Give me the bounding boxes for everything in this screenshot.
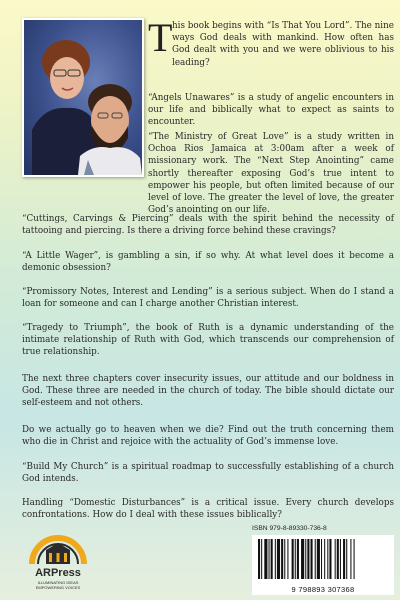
barcode-bar xyxy=(346,539,347,579)
barcode-bar xyxy=(354,539,355,579)
paragraph-angels-unawares: “Angels Unawares” is a study of angelic encounters in our life and biblically what to expect as saints to encounter. xyxy=(148,93,394,128)
barcode-bar xyxy=(261,539,262,579)
publisher-name: ARPress xyxy=(35,567,81,579)
publisher-tagline-2: EMPOWERING VOICES xyxy=(35,585,81,590)
paragraph-promissory-notes: “Promissory Notes, Interest and Lending” is a serious subject. When do I stand a loan for someone and can I charge another Christian interest. xyxy=(22,287,394,310)
isbn-label: ISBN 979-8-89330-736-8 xyxy=(252,525,327,532)
barcode-bars xyxy=(252,535,394,585)
paragraph-insecurity-issues: The next three chapters cover insecurity issues, our attitude and our boldness in God. These three are needed in the church of today. The bible should dictate our self-esteem and not others. xyxy=(22,374,394,409)
barcode-bar xyxy=(307,539,309,579)
barcode-bar xyxy=(315,539,316,579)
paragraph-little-wager: “A Little Wager”, is gambling a sin, if so why. At what level does it become a demonic obsession? xyxy=(22,251,394,274)
barcode-bar xyxy=(284,539,285,579)
barcode-bar xyxy=(258,539,260,579)
barcode-bar xyxy=(305,539,306,579)
barcode-number: 9 798893 307368 xyxy=(291,585,355,594)
barcode-bar xyxy=(287,539,288,579)
paragraph-cuttings-carvings: “Cuttings, Carvings & Piercing” deals with the spirit behind the necessity of tattooing and piercing. Is there a driving force behind these cravings? xyxy=(22,214,394,237)
drop-cap: T xyxy=(148,15,173,60)
barcode-bar xyxy=(350,539,351,579)
barcode-bar xyxy=(317,539,320,579)
paragraph-ministry-of-great-love: “The Ministry of Great Love” is a study written in Ochoa Rios Jamaica at 3:00am after a week of missionary work. The “Next Step Anointing” came shortly thereafter exposing God’s true intent to empower his people, but often limited because of our level of love. The greater the level of love, the greater God’s anointing on our life. xyxy=(148,132,394,216)
barcode-bar xyxy=(295,539,296,579)
publisher-logo xyxy=(22,528,94,594)
author-photo-image xyxy=(24,20,142,175)
barcode-bar xyxy=(340,539,341,579)
barcode-bar xyxy=(321,539,322,579)
paragraph-build-my-church: “Build My Church” is a spiritual roadmap to successfully establishing of a church God intends. xyxy=(22,462,394,485)
barcode-bar xyxy=(271,539,273,579)
paragraph-domestic-disturbances: Handling “Domestic Disturbances” is a critical issue. Every church develops confrontations. How do I deal with these issues biblically? xyxy=(22,498,394,521)
barcode-bar xyxy=(292,539,294,579)
barcode-bar xyxy=(335,539,336,579)
barcode-bar xyxy=(297,539,299,579)
barcode-bar xyxy=(269,539,270,579)
paragraph-heaven: Do we actually go to heaven when we die? Find out the truth concerning them who die in Christ and rejoice with the actuality of God’s immense love. xyxy=(22,425,394,448)
barcode-bar xyxy=(281,539,283,579)
intro-paragraph: his book begins with “Is That You Lord”. The nine ways God deals with mankind. How often has God dealt with you and we were oblivious to his leading? xyxy=(172,21,394,68)
barcode-bar xyxy=(301,539,304,579)
barcode-bar xyxy=(311,539,313,579)
barcode-bar xyxy=(324,539,325,579)
barcode-bar xyxy=(343,539,345,579)
publisher-tagline-1: ILLUMINATING IDEAS xyxy=(37,580,79,585)
barcode-bar xyxy=(275,539,276,579)
barcode-bar xyxy=(264,539,267,579)
isbn-barcode xyxy=(252,535,394,595)
barcode-bar xyxy=(327,539,328,579)
paragraph-tragedy-to-triumph: “Tragedy to Triumph”, the book of Ruth is a dynamic understanding of the intimate relationship of Ruth with God, which transcends our comprehension of true relationship. xyxy=(22,323,394,358)
barcode-bar xyxy=(337,539,339,579)
barcode-bar xyxy=(329,539,331,579)
author-photo xyxy=(22,18,144,177)
arpress-logo-icon xyxy=(22,528,94,594)
barcode-bar xyxy=(277,539,280,579)
